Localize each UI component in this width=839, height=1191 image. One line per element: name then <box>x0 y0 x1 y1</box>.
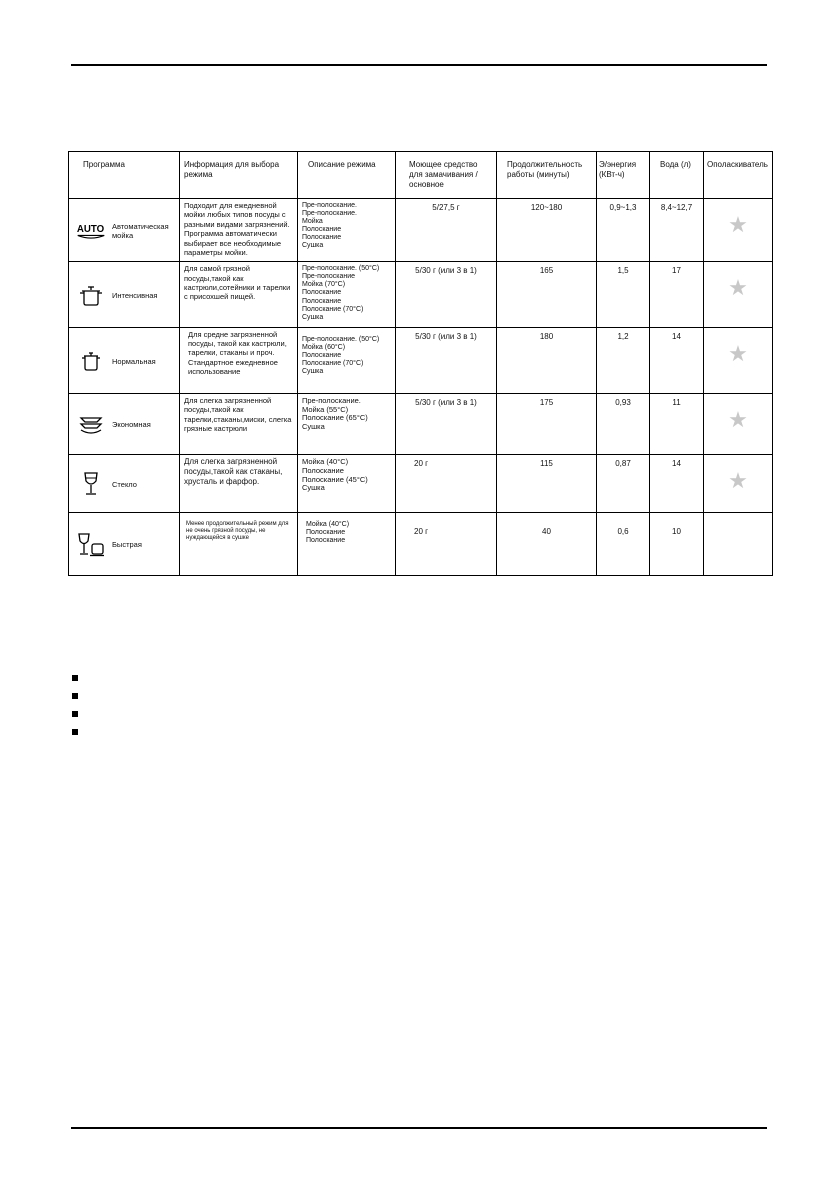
table-row <box>69 327 773 393</box>
bullet-list <box>72 675 78 747</box>
table-row <box>69 455 773 512</box>
detergent-cell: 5/30 г (или 3 в 1) <box>396 394 497 455</box>
water-cell: 8,4~12,7 <box>650 199 704 262</box>
detergent-cell: 20 г <box>396 455 497 512</box>
duration-cell: 175 <box>497 394 597 455</box>
duration-cell: 180 <box>497 327 597 393</box>
rinse-cell <box>704 262 773 327</box>
header-info: Информация для выбора режима <box>180 152 298 199</box>
rinse-cell <box>704 327 773 393</box>
water-cell: 17 <box>650 262 704 327</box>
table-row <box>69 262 773 327</box>
description-cell: Мойка (40°C) Полоскание Полоскание <box>298 512 396 575</box>
star-icon: ★ <box>728 212 748 237</box>
program-name: Быстрая <box>112 540 142 550</box>
bottom-rule <box>71 1127 767 1129</box>
detergent-cell: 5/30 г (или 3 в 1) <box>396 327 497 393</box>
header-rinse: Ополаскиватель <box>704 152 773 199</box>
table-row <box>69 199 773 262</box>
program-name: Экономная <box>112 420 151 430</box>
program-cell <box>69 512 180 575</box>
detergent-cell: 20 г <box>396 512 497 575</box>
duration-cell: 120~180 <box>497 199 597 262</box>
description-cell: Мойка (40°C) Полоскание Полоскание (45°C) Сушка <box>298 455 396 512</box>
bullet-marker <box>72 711 78 717</box>
info-cell: Для слегка загрязненной посуды,такой как тарелки,стаканы,миски, слегка грязные кастрюли <box>180 394 298 455</box>
detergent-cell: 5/30 г (или 3 в 1) <box>396 262 497 327</box>
water-cell: 14 <box>650 455 704 512</box>
header-energy: Э/энергия (КВт-ч) <box>597 152 650 199</box>
info-cell: Менее продолжительный режим для не очень грязной посуды, не нуждающейся в сушке <box>180 512 298 575</box>
header-water: Вода (л) <box>650 152 704 199</box>
program-name: Интенсивная <box>112 290 158 300</box>
duration-cell: 165 <box>497 262 597 327</box>
info-cell: Подходит для ежедневной мойки любых типов посуды с разными видами загрязнений. Программа автоматически выбирает все необходимые параметры мойки. <box>180 199 298 262</box>
duration-cell: 115 <box>497 455 597 512</box>
rinse-cell <box>704 455 773 512</box>
header-description: Описание режима <box>298 152 396 199</box>
bullet-marker <box>72 693 78 699</box>
program-name: Стекло <box>112 479 137 489</box>
info-cell: Для слегка загрязненной посуды,такой как стаканы, хрусталь и фарфор. <box>180 455 298 512</box>
program-cell <box>69 327 180 393</box>
water-cell: 10 <box>650 512 704 575</box>
energy-cell: 1,2 <box>597 327 650 393</box>
pot-icon <box>76 284 106 308</box>
program-name: Автоматическая мойка <box>112 221 169 241</box>
star-icon: ★ <box>728 340 748 366</box>
duration-cell: 40 <box>497 512 597 575</box>
info-cell: Для самой грязной посуды,такой как кастрюли,сотейники и тарелки с присохшей пищей. <box>180 262 298 327</box>
program-cell <box>69 199 180 262</box>
water-cell: 14 <box>650 327 704 393</box>
energy-cell: 0,87 <box>597 455 650 512</box>
auto-plate-icon <box>76 220 106 242</box>
energy-cell: 0,93 <box>597 394 650 455</box>
table-header-row <box>69 152 773 199</box>
energy-cell: 0,9~1,3 <box>597 199 650 262</box>
energy-cell: 1,5 <box>597 262 650 327</box>
star-icon: ★ <box>728 407 748 433</box>
detergent-cell: 5/27,5 г <box>396 199 497 262</box>
water-cell: 11 <box>650 394 704 455</box>
rinse-cell <box>704 199 773 262</box>
rinse-cell <box>704 512 773 575</box>
plates-stack-icon <box>76 414 106 436</box>
star-icon: ★ <box>728 468 748 494</box>
bullet-marker <box>72 675 78 681</box>
wine-glass-icon <box>76 471 106 497</box>
program-cell <box>69 262 180 327</box>
header-duration: Продолжительность работы (минуты) <box>497 152 597 199</box>
table-row <box>69 394 773 455</box>
rinse-cell <box>704 394 773 455</box>
description-cell: Пре-полоскание. (50°C) Мойка (60°C) Полоскание Полоскание (70°C) Сушка <box>298 327 396 393</box>
star-icon: ★ <box>728 275 748 301</box>
description-cell: Пре-полоскание. (50°C) Пре-полоскание Мойка (70°C) Полоскание Полоскание Полоскание (70°C) Сушка <box>298 262 396 327</box>
program-table <box>68 151 773 576</box>
header-detergent: Моющее средство для замачивания /основное <box>396 152 497 199</box>
auto-label: AUTO <box>76 224 105 236</box>
description-cell: Пре-полоскание. Пре-полоскание. Мойка Полоскание Полоскание Сушка <box>298 199 396 262</box>
glass-cup-icon <box>76 532 106 558</box>
program-cell <box>69 394 180 455</box>
info-cell: Для средне загрязненной посуды, такой как кастрюли, тарелки, стаканы и проч. Стандартное ежедневное использование <box>180 327 298 393</box>
program-name: Нормальная <box>112 356 156 366</box>
energy-cell: 0,6 <box>597 512 650 575</box>
table-row <box>69 512 773 575</box>
program-cell <box>69 455 180 512</box>
top-rule <box>71 64 767 66</box>
bullet-marker <box>72 729 78 735</box>
pot-small-icon <box>76 350 106 372</box>
header-program: Программа <box>69 152 180 199</box>
description-cell: Пре-полоскание. Мойка (55°C) Полоскание (65°C) Сушка <box>298 394 396 455</box>
